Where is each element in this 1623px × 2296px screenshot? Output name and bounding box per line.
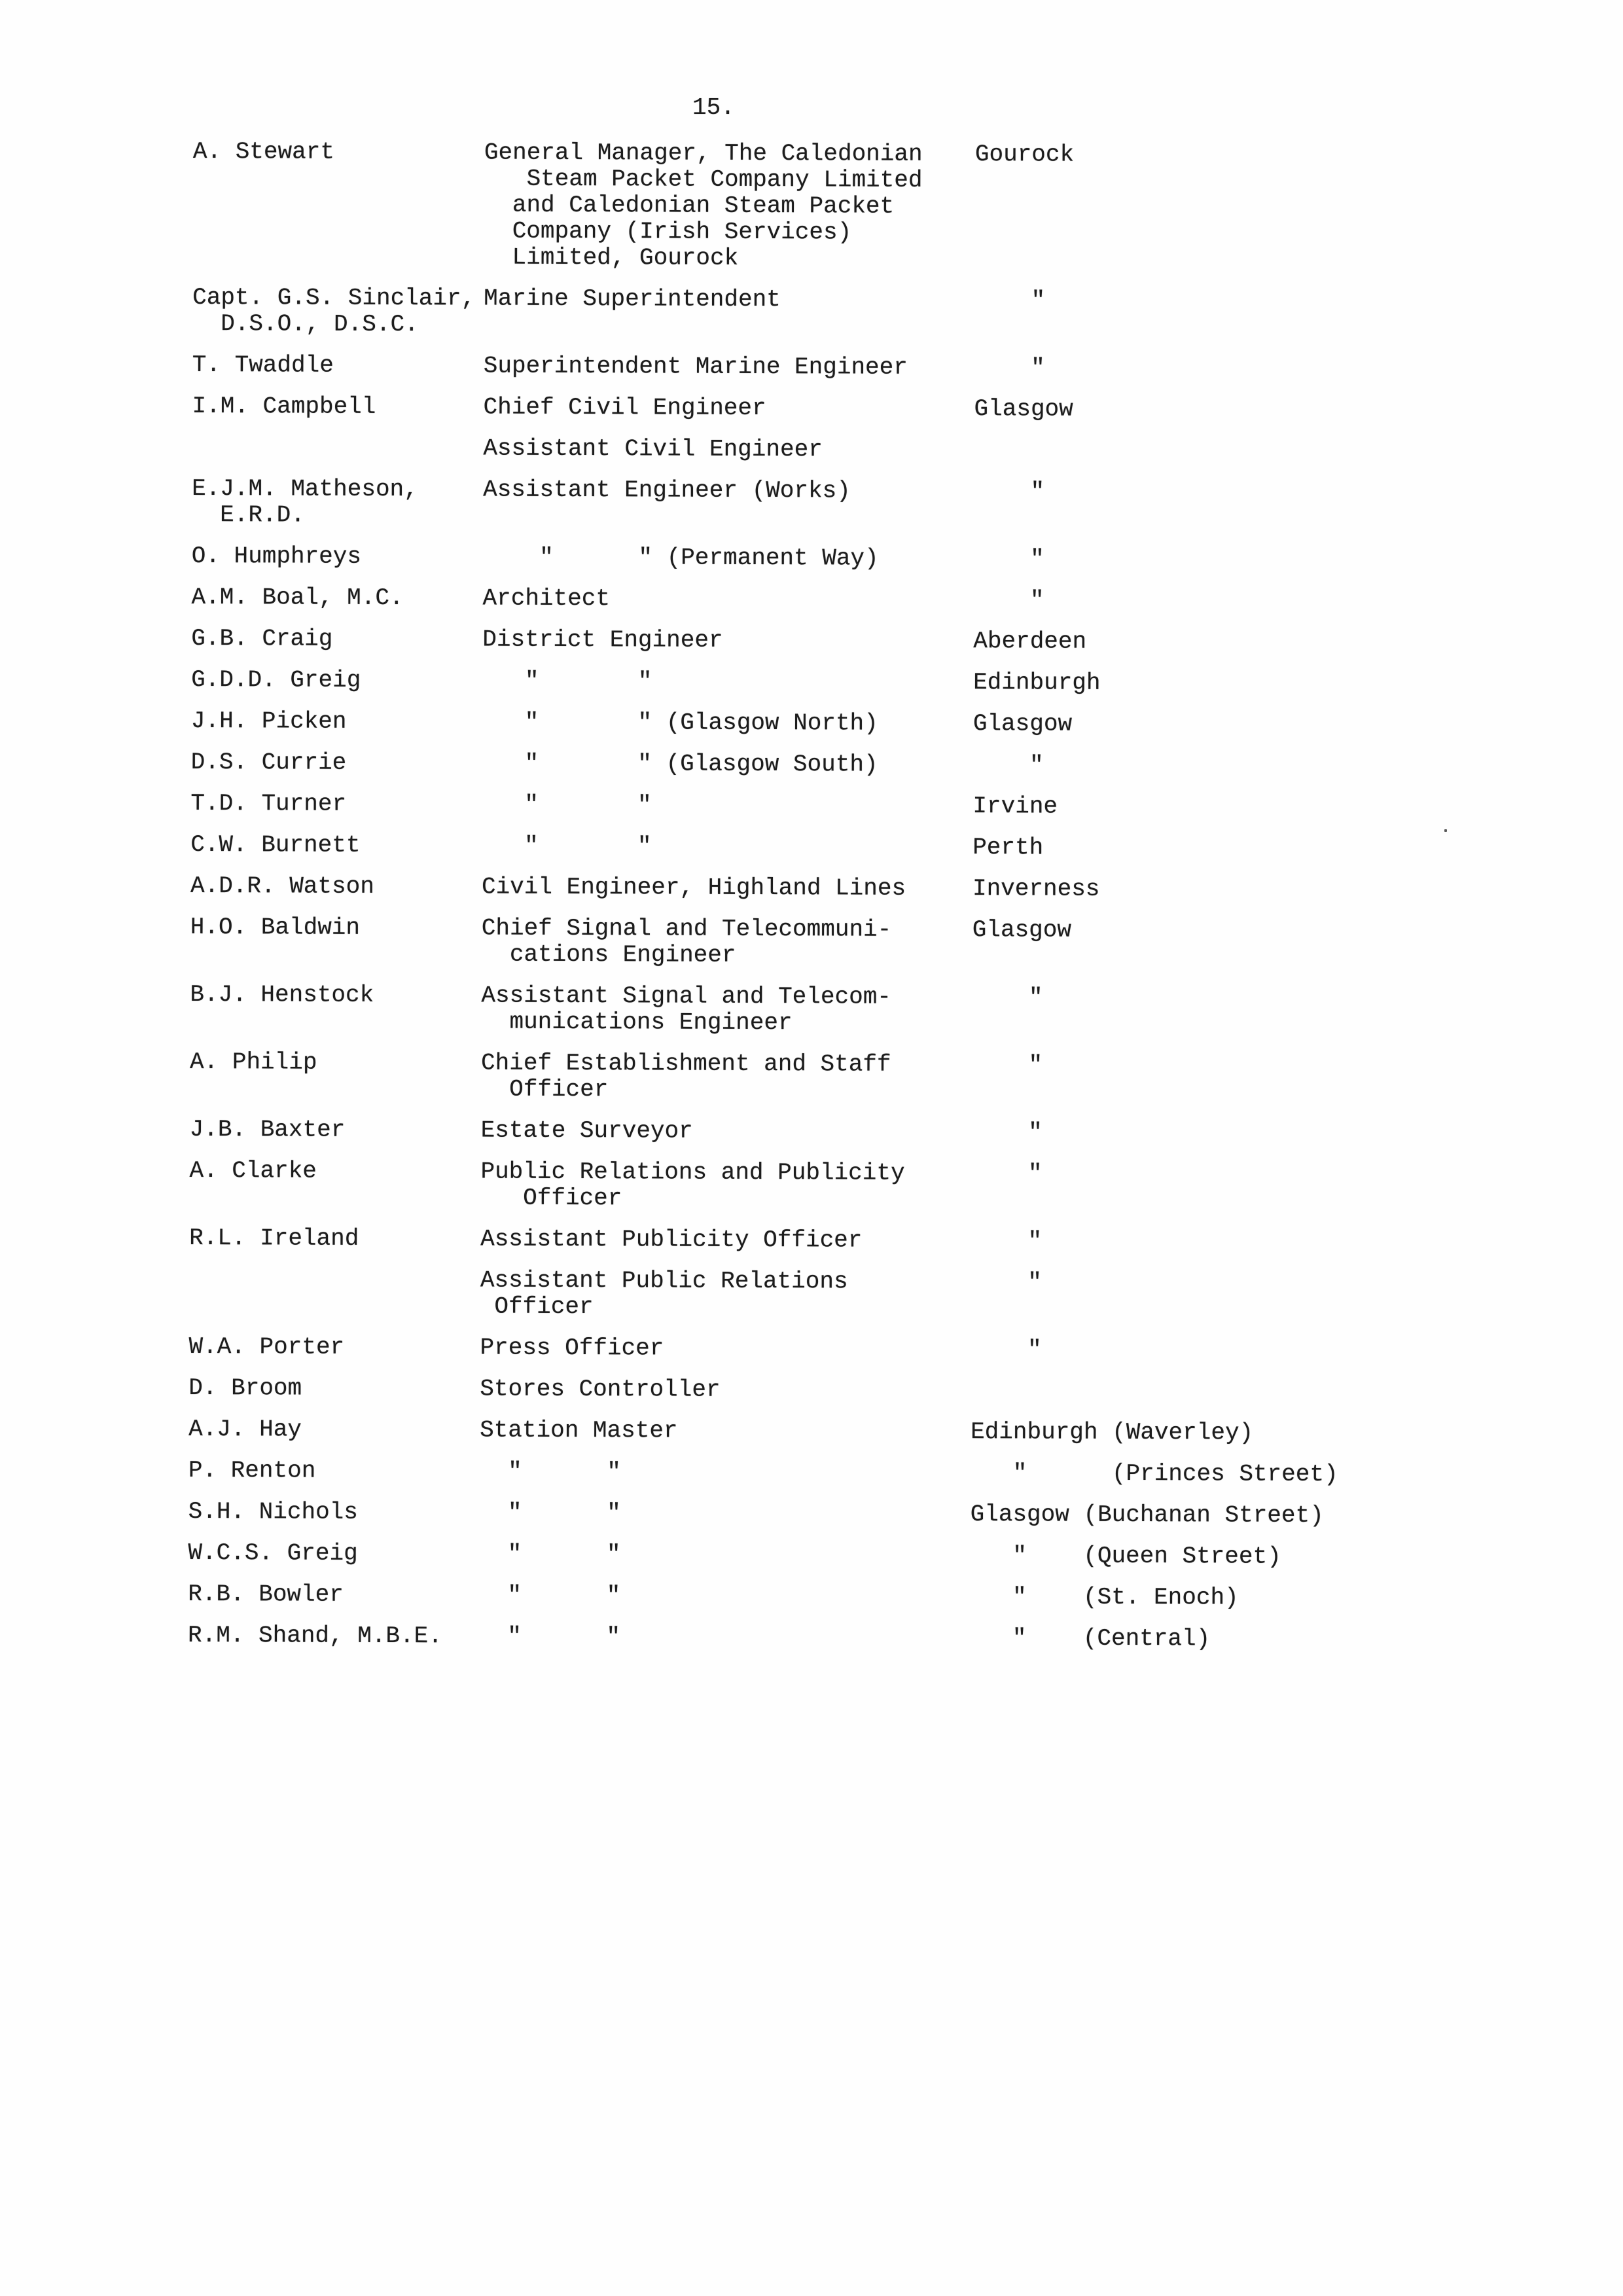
entry-name: W.C.S. Greig: [188, 1539, 358, 1567]
directory-entry: [0, 981, 1620, 1039]
entry-location: ": [971, 1268, 1043, 1296]
staff-directory-list: [0, 138, 1623, 1669]
entry-name: D.S. Currie: [190, 748, 347, 776]
entry-location: ": [974, 287, 1046, 314]
directory-entry: [0, 666, 1621, 698]
directory-entry: [0, 1333, 1619, 1365]
directory-entry: [0, 1116, 1620, 1148]
entry-name: H.O. Baldwin: [190, 913, 361, 941]
entry-name: Capt. G.S. Sinclair, D.S.O., D.S.C.: [192, 283, 476, 338]
entry-name: R.B. Bowler: [188, 1580, 344, 1608]
entry-location: [971, 1378, 1618, 1380]
directory-entry: [0, 475, 1622, 533]
entry-name: C.W. Burnett: [190, 831, 361, 859]
entry-location: " (St. Enoch): [970, 1583, 1239, 1611]
directory-entry: [0, 1457, 1618, 1489]
entry-location: Glasgow (Buchanan Street): [970, 1501, 1324, 1530]
entry-location: ": [971, 1160, 1043, 1187]
entry-name: A. Clarke: [189, 1157, 317, 1185]
directory-entry: [0, 543, 1622, 575]
directory-entry: [0, 872, 1620, 905]
entry-title: Civil Engineer, Highland Lines: [481, 873, 906, 902]
entry-title: Press Officer: [480, 1334, 664, 1362]
directory-entry: [0, 284, 1622, 342]
entry-title: District Engineer: [482, 626, 723, 654]
entry-title: " ": [479, 1581, 621, 1609]
entry-name: A. Stewart: [192, 137, 335, 166]
entry-location: [974, 437, 1622, 439]
entry-location: Gourock: [974, 141, 1075, 168]
directory-entry: [0, 708, 1621, 740]
entry-location: Inverness: [972, 875, 1100, 903]
entry-title: " ": [478, 1623, 621, 1651]
entry-title: Assistant Signal and Telecom- munications Engineer: [481, 982, 892, 1037]
directory-entry: [0, 434, 1622, 466]
entry-name: [189, 1266, 480, 1268]
entry-title: Assistant Engineer (Works): [483, 476, 851, 505]
entry-name: A.J. Hay: [188, 1415, 302, 1443]
entry-title: " " (Permanent Way): [482, 543, 879, 572]
entry-title: " ": [482, 832, 652, 860]
entry-location: " (Central): [969, 1624, 1211, 1653]
entry-name: A.D.R. Watson: [190, 872, 374, 900]
entry-location: Glasgow: [972, 710, 1073, 738]
entry-title: Assistant Civil Engineer: [483, 435, 823, 463]
entry-name: J.H. Picken: [190, 707, 347, 735]
entry-location: Edinburgh: [973, 669, 1101, 696]
scan-speck: [1444, 829, 1447, 832]
directory-entry: [0, 1581, 1618, 1613]
entry-location: ": [971, 1336, 1042, 1363]
entry-location: Glasgow: [972, 916, 1072, 944]
entry-name: T.D. Turner: [190, 789, 347, 817]
entry-name: A. Philip: [190, 1048, 317, 1076]
directory-entry: [0, 584, 1622, 616]
entry-location: ": [972, 751, 1044, 779]
entry-title: Superintendent Marine Engineer: [483, 352, 908, 381]
directory-entry: [0, 393, 1622, 425]
entry-name: [192, 435, 483, 436]
entry-location: " (Queen Street): [970, 1542, 1281, 1570]
entry-name: B.J. Henstock: [190, 980, 374, 1009]
entry-title: " ": [479, 1499, 621, 1527]
entry-name: R.M. Shand, M.B.E.: [187, 1621, 442, 1650]
entry-name: I.M. Campbell: [192, 392, 376, 420]
directory-entry: [0, 1498, 1618, 1530]
directory-entry: [0, 1225, 1619, 1257]
entry-title: Estate Surveyor: [480, 1117, 693, 1145]
entry-name: G.D.D. Greig: [191, 666, 361, 694]
directory-entry: [0, 625, 1621, 657]
entry-name: S.H. Nichols: [188, 1498, 358, 1526]
entry-name: G.B. Craig: [191, 624, 333, 653]
directory-entry: [0, 1266, 1619, 1324]
directory-entry: [0, 351, 1622, 384]
entry-title: Chief Signal and Telecommuni- cations Engineer: [481, 914, 892, 969]
page-number: 15.: [692, 94, 735, 121]
directory-entry: [0, 1374, 1618, 1407]
entry-name: D. Broom: [188, 1374, 302, 1402]
entry-location: Irvine: [972, 793, 1058, 820]
entry-title: " ": [482, 791, 652, 819]
entry-location: Edinburgh (Waverley): [971, 1418, 1254, 1446]
entry-location: ": [971, 1051, 1043, 1079]
directory-entry: [0, 914, 1620, 972]
entry-name: T. Twaddle: [192, 351, 334, 379]
entry-title: Station Master: [480, 1416, 678, 1444]
entry-location: ": [973, 586, 1044, 614]
directory-entry: [0, 749, 1621, 781]
entry-title: Chief Establishment and Staff Officer: [480, 1049, 891, 1103]
directory-entry: [0, 831, 1620, 863]
entry-location: Aberdeen: [973, 628, 1087, 655]
entry-title: Marine Superintendent: [484, 285, 781, 314]
directory-entry: [0, 138, 1623, 275]
entry-title: General Manager, The Caledonian Steam Packet Company Limited and Caledonian Steam Packet Company (Irish Services) Limited, Gourock: [484, 139, 923, 272]
entry-title: " " (Glasgow North): [482, 708, 878, 737]
directory-entry: [0, 1416, 1618, 1448]
entry-title: Assistant Public Relations Officer: [480, 1266, 848, 1321]
entry-location: Glasgow: [974, 395, 1073, 423]
directory-entry: [0, 1049, 1620, 1107]
entry-name: R.L. Ireland: [189, 1224, 359, 1252]
entry-name: P. Renton: [188, 1456, 316, 1484]
entry-name: A.M. Boal, M.C.: [191, 583, 404, 612]
entry-location: Perth: [972, 834, 1044, 861]
entry-title: Assistant Publicity Officer: [480, 1225, 863, 1254]
entry-location: " (Princes Street): [970, 1460, 1338, 1488]
entry-location: ": [973, 545, 1044, 573]
entry-location: ": [974, 354, 1045, 382]
directory-entry: [0, 790, 1621, 822]
entry-location: ": [971, 1227, 1043, 1255]
entry-name: O. Humphreys: [191, 542, 362, 570]
entry-title: Public Relations and Publicity Officer: [480, 1158, 905, 1212]
entry-title: Stores Controller: [480, 1375, 721, 1403]
entry-location: ": [971, 1119, 1043, 1146]
entry-title: " ": [479, 1458, 622, 1486]
directory-entry: [0, 1157, 1620, 1215]
entry-title: " ": [479, 1540, 621, 1568]
entry-name: J.B. Baxter: [189, 1115, 346, 1143]
directory-entry: [0, 1539, 1618, 1571]
entry-name: E.J.M. Matheson, E.R.D.: [191, 475, 418, 529]
entry-title: " ": [482, 667, 652, 695]
entry-title: Chief Civil Engineer: [483, 393, 766, 422]
directory-entry: [0, 1622, 1618, 1654]
entry-title: Architect: [482, 584, 611, 613]
entry-title: " " (Glasgow South): [482, 749, 878, 778]
entry-location: ": [974, 478, 1045, 505]
entry-name: W.A. Porter: [188, 1333, 345, 1361]
entry-location: ": [972, 984, 1043, 1011]
